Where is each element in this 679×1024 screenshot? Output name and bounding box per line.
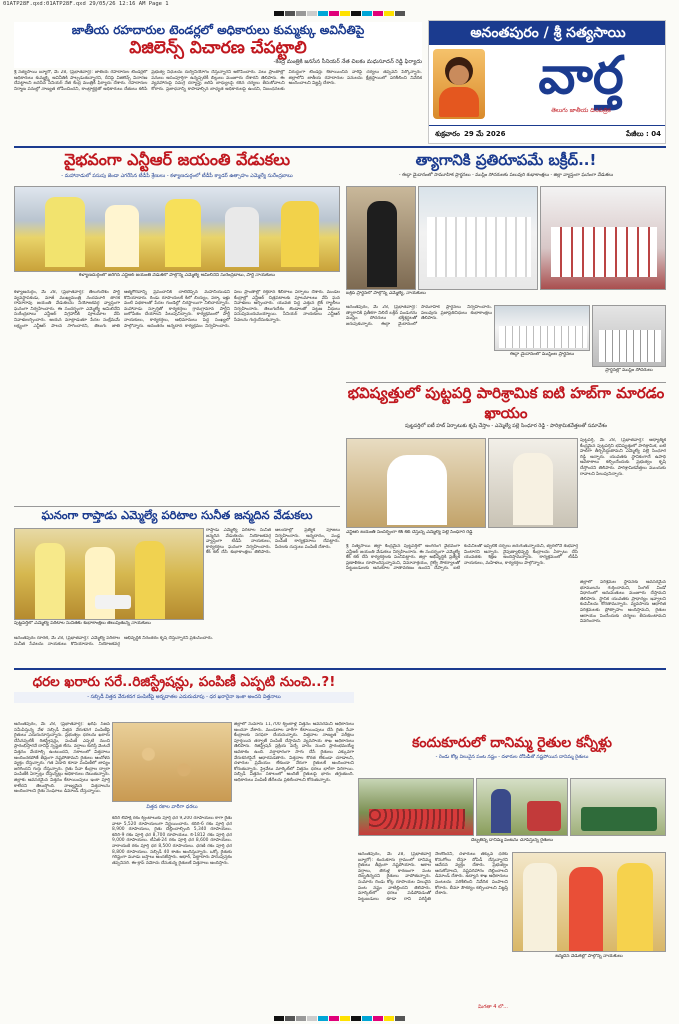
color-registration-bar-top [0,10,679,17]
bakrid-subline: - ఈద్గా మైదానంలో సామూహిక ప్రార్థనలు - ముస్లిం సోదరులకు పలువురి శుభాకాంక్షలు - జిల్లా వ్యాప్తంగా ఘనంగా వేడుకలు [398,173,614,178]
bakrid-body-left: అనంతపురం, మే 28, (ప్రభాతవార్త): త్యాగానికి ప్రతీకగా నిలిచే బక్రీద్ పండుగను ముస్లిం సోదరులు భక్తిశ్రద్ధలతో జరుపుకున్నారు. ఈద్గా మైదానంలో సామూహిక ప్రార్థనలు నిర్వహించారు. పలువురు ప్రజాప్రతినిధులు శుభాకాంక్షలు తెలిపారు. [346,305,492,327]
seed-body-right: జిల్లాలో సుమారు 11,700 క్వింటాళ్ల విత్తనం అవసరమని అధికారులు అంచనా వేశారు. మండలాల వారీగా కేటాయింపులు చేసి రైతు సేవా కేంద్రాలకు సరఫరా చేయనున్నారు. విత్తనాల నాణ్యత పరీక్షలు పూర్తయిన తర్వాతే పంపిణీ చేస్తామని వ్యవసాయ శాఖ అధికారులు తెలిపారు. రిజిస్ట్రేషన్ ప్రక్రియ వచ్చే వారం నుంచి ప్రారంభమయ్యే అవకాశం ఉంది. వర్షాధారంగా సాగు చేసే రైతులు ఎక్కువగా వేరుశనగపైనే ఆధారపడతారు. విత్తనాల కొరత లేకుండా చూడాలని, దళారుల ప్రమేయం లేకుండా నేరుగా రైతులకే అందించాలని కోరుతున్నారు. ప్రైవేటు మార్కెట్‌లో విత్తనం ధరలు భారీగా పెరిగాయి. సబ్సిడీ విత్తనం సకాలంలో అందితే రైతులపై భారం తగ్గుతుంది. అధికారులు పంపిణీ తేదీలను ప్రకటించాలని కోరుతున్నారు. [234,722,354,783]
seed-subline: - సబ్సిడీ విత్తన వేరుశనగ పంపిణీపై అన్నదాతల ఎదురుచూపు - ధర ఖరారైనా ఇంకా అందని విత్తనాలు [14,692,354,703]
newspaper-logo: వార్త [538,45,624,106]
bakrid-photo-5 [592,305,666,367]
pomegranate-photo-2 [476,778,568,836]
seed-body-left: అనంతపురం, మే 28, (ప్రభాతవార్త): ఖరీఫ్ సీజన్ సమీపిస్తున్న వేళ సబ్సిడీ విత్తన వేరుశనగ పంపిణీపై రైతులు ఎదురుచూస్తున్నారు. ప్రభుత్వం ధరలను ఖరారు చేసినప్పటికీ రిజిస్ట్రేషన్లు, పంపిణీ ఎప్పటి నుంచి ప్రారంభిస్తారనే దానిపై స్పష్టత లేదు. వర్షాలు కురిస్తే వెంటనే విత్తనం వేయాల్సి ఉంటుందని, సకాలంలో విత్తనాలు అందించకపోతే తీవ్రంగా నష్టపోతామని రైతులు ఆందోళన వ్యక్తం చేస్తున్నారు. గత ఏడాది కూడా పంపిణీలో జాప్యం జరిగిందని గుర్తు చేస్తున్నారు. రైతు సేవా కేంద్రాల ద్వారా పంపిణీకి ఏర్పాట్లు చేస్తున్నట్లు అధికారులు చెబుతున్నారు. జిల్లాకు అవసరమైన విత్తనం కేటాయింపులు ఇంకా పూర్తి కాలేదని తెలుస్తోంది. నాణ్యమైన విత్తనాలను అందించాలని రైతు సంఘాలు డిమాండ్ చేస్తున్నాయి. [14,722,110,795]
it-hub-body-right: పుట్టపర్తి, మే 28, (ప్రభాతవార్త): ఆధ్యాత్మిక కేంద్రమైన పుట్టపర్తిని భవిష్యత్తులో పారిశ్రామిక, ఐటి హబ్‌గా తీర్చిదిద్దుతామని ఎమ్మెల్యే పల్లె సింధూర రెడ్డి అన్నారు. యువతకు స్థానికంగానే ఉపాధి అవకాశాలు కల్పించేందుకు ప్రభుత్వం కృషి చేస్తోందని తెలిపారు. పారిశ్రామికవేత్తలు ముందుకు రావాలని పిలుపునిచ్చారు. [580,438,666,477]
ntr-story-header [14,150,340,184]
paritala-body-right: రాప్తాడు ఎమ్మెల్యే పరిటాల సునీత జన్మదిన వేడుకలను నియోజకవర్గ వ్యాప్తంగా టీడీపీ నాయకులు, కార్యకర్తలు ఘనంగా నిర్వహించారు. కేక్ కట్ చేసి శుభాకాంక్షలు తెలిపారు. ఆలయాల్లో ప్రత్యేక పూజలు నిర్వహించారు. అన్నదానం, పండ్ల పంపిణీ కార్యక్రమాలు చేపట్టారు. పేదలకు దుస్తులు పంపిణీ చేశారు. [206,528,340,556]
top-story-header [14,22,422,68]
paritala-headline: ఘనంగా రాప్తాడు ఎమ్మెల్యే పరిటాల సునీత జన్మదిన వేడుకలు [41,508,313,522]
top-story-headline: విజిలెన్స్ విచారణ చేపట్టాలి [129,38,307,58]
ntr-headline: వైభవంగా ఎన్టీఆర్ జయంతి వేడుకలు [63,150,291,169]
bakrid-headline: త్యాగానికి ప్రతిరూపమే బక్రీద్..! [415,151,597,169]
top-story-kicker: జాతీయ రహదారుల టెండర్లలో అధికారులు కుమ్మక్కు అవినీతిపై [71,23,365,37]
masthead [428,20,666,144]
ntr-body: కళ్యాణదుర్గం, మే 28, (ప్రభాతవార్త): తెలుగుదేశం పార్టీ వ్యవస్థాపకుడు, మాజీ ముఖ్యమంత్రి నందమూరి తారక రామారావు జయంతి వేడుకలను నియోజకవర్గ వ్యాప్తంగా ఘనంగా నిర్వహించారు. ఈ సందర్భంగా ఎమ్మెల్యే అమిలినేని సురేంద్రబాబు ఎన్టీఆర్ విగ్రహానికి పూలమాల వేసి నివాళులర్పించారు. ఆయన మాట్లాడుతూ పేదల సంక్షేమమే లక్ష్యంగా ఎన్టీఆర్ పాలన సాగించారని, తెలుగు జాతి ఆత్మగౌరవాన్ని ప్రపంచానికి చాటిచెప్పిన మహనీయుడని కొనియాడారు. రెండు రూపాయలకే కిలో బియ్యం, పక్కా ఇళ్లు వంటి పథకాలతో పేదల గుండెల్లో చిరస్థాయిగా నిలిచారన్నారు. మహానాడు స్ఫూర్తితో కార్యకర్తలు గ్రామగ్రామాన పార్టీని బలోపేతం చేయాలని పిలుపునిచ్చారు. కార్యక్రమంలో పార్టీ నాయకులు, కార్యకర్తలు, అభిమానులు పెద్ద సంఖ్యలో పాల్గొన్నారు. అనంతరం అన్నదాన కార్యక్రమం నిర్వహించారు. పలు ప్రాంతాల్లో రక్తదాన శిబిరాలు ఏర్పాటు చేశారు. మండల కేంద్రాల్లో ఎన్టీఆర్ చిత్రపటాలకు పూలమాలలు వేసి ఘన నివాళులు అర్పించారు. యువత పెద్ద ఎత్తున బైక్ ర్యాలీలు నిర్వహించారు. తెలుగుదేశం జెండాలతో పట్టణ వీధులు పసుపుమయమయ్యాయి. సీనియర్ నాయకులు ఎన్టీఆర్ సేవలను గుర్తుచేసుకున్నారు. [14,290,340,329]
pomegranate-headline: కందుకూరులో దానిమ్మ రైతుల కన్నీళ్లు [412,735,612,751]
seed-body-mid: కదిరి లేపాక్షి రకం క్వింటాలుకు పూర్తి ధర 9,200 రూపాయలు కాగా రైతు వాటా 5,520 రూపాయలుగా నిర్ణయించారు. కదిరి-6 రకం పూర్తి ధర 8,900 రూపాయలు, రైతు చెల్లించాల్సింది 5,340 రూపాయలు. కదిరి-9 రకం పూర్తి ధర 8,700 రూపాయలు. కె-1812 రకం పూర్తి ధర 9,000 రూపాయలు. టీఏజీ-24 రకం పూర్తి ధర 8,600 రూపాయలు. నారాయణి రకం పూర్తి ధర 8,500 రూపాయలు. ధరణి రకం పూర్తి ధర 8,800 రూపాయలు. సబ్సిడీ 40 శాతం అందిస్తున్నారు. ఒక్కో రైతుకు గరిష్టంగా మూడు బస్తాలు అందజేస్తారు. ఆధార్, పట్టాదారు పాసుపుస్తకం తప్పనిసరి. ఈ-క్రాప్ నమోదు చేసుకున్న రైతులకే విత్తనాలు అందిస్తారు. [112,816,232,866]
it-hub-photo-1 [346,438,486,528]
bakrid-photo-4 [494,305,590,351]
ntr-subline: - మహానాడులో పసుపు జెండా ఎగరేసిన టీడీపీ శ్రేణులు - కళ్యాణదుర్గంలో టీడీపీ క్యాడర్ ఉత్సాహం ఎమ్మెల్యే సురేంద్రబాబు [61,173,293,179]
bakrid-caption-3: ప్రార్థనల్లో ముస్లిం సోదరులు [605,368,653,373]
bakrid-caption-1: బక్రీద్ ప్రార్థనలో పాల్గొన్న ఎమ్మెల్యే, నాయకులు [346,291,426,296]
it-hub-body-right-2: జిల్లాలో పరిశ్రమల స్థాపనకు అవసరమైన భూములను గుర్తించామని, సింగిల్ విండో విధానంలో అనుమతులు మంజూరు చేస్తామని తెలిపారు. స్థానిక యువతకు ప్రాధాన్యం ఇవ్వాలని కంపెనీలను కోరతామన్నారు. వ్యవసాయ ఆధారిత పరిశ్రమలకు ప్రోత్సాహం అందిస్తామని, రైతుల ఆదాయం పెంచేందుకు చర్యలు తీసుకుంటామని వివరించారు. [580,580,666,625]
weekday: శుక్రవారం [435,129,460,138]
pomegranate-caption-2: జన్మదిన వేడుకల్లో పాల్గొన్న నాయకులు [555,954,623,959]
groundnut-seeds-photo [112,722,232,802]
top-story-body: శ్రీ సత్యసాయి బ్యూరో, మే 28, (ప్రభాతవార్త): జాతీయ రహదారుల టెండర్లలో అధికారులు కుమ్మక్కై అవినీతికి పాల్పడుతున్నారని, దీనిపై విజిలెన్స్ విచారణ చేపట్టాలని జనసేన సీనియర్ నేత కేంద్ర మంత్రికి ఫిర్యాదు చేశారు. రహదారుల నిర్మాణ పనుల్లో నాణ్యత లోపించిందని, కాంట్రాక్టర్లతో అధికారులు చేతులు కలిపి ప్రభుత్వ నిధులను దుర్వినియోగం చేస్తున్నారని ఆరోపించారు. పలు ప్రాంతాల్లో పనులు అసంపూర్తిగా ఉన్నప్పటికీ బిల్లులు మంజూరు చేశారని తెలిపారు. ఈ వ్యవహారంపై సమగ్ర దర్యాప్తు జరిపి బాధ్యులపై కఠిన చర్యలు తీసుకోవాలని కోరారు. ప్రజాధనాన్ని కాపాడాల్సిన బాధ్యత అధికారులపై ఉందని, నిబంధనలకు విరుద్ధంగా టెండర్లు కేటాయించిన వారిపై చర్యలు తప్పవని పేర్కొన్నారు. జిల్లాలోని జాతీయ రహదారుల పనులను క్షేత్రస్థాయిలో పరిశీలించి నివేదిక అందించాలని విజ్ఞప్తి చేశారు. [14,70,422,92]
paritala-caption: పుట్టపర్తిలో ఎమ్మెల్యే పరిటాల సునీతకు శుభాకాంక్షలు తెలుపుతున్న నాయకులు [14,621,151,626]
paritala-body: అనంతపురం రూరల్, మే 28, (ప్రభాతవార్త): ఎమ్మెల్యే పరిటాల సునీత సేవలను నాయకులు కొనియాడారు. నియోజకవర్గ అభివృద్ధికి నిరంతరం కృషి చేస్తున్నారని ప్రశంసించారు. [14,636,214,647]
issue-date: 29 మే 2026 [463,129,506,138]
it-hub-caption: ఎన్టీఆర్ జయంతి సందర్భంగా కేక్ కట్ చేస్తున్న ఎమ్మెల్యే పల్లె సింధూర రెడ్డి [346,530,473,535]
bakrid-photo-3 [540,186,666,290]
seed-table-title: విత్తన రకాల వారీగా ధరలు [146,804,198,810]
print-imprint: 01ATP28F.qxd:01ATP28F.qxd 29/05/26 12:16 AM Page 1 [3,1,169,7]
bakrid-caption-2: ఈద్గా మైదానంలో ముస్లింల ప్రార్థనలు [509,352,575,357]
page-count: పేజీలు : 04 [626,129,661,138]
it-hub-subline: పుట్టపర్తిలో ఐటీ హబ్ ఏర్పాటుకు కృషి చేస్తాం - ఎమ్మెల్యే పల్లె సింధూర రెడ్డి - పారిశ్రామికవేత్తలతో సమావేశం [405,423,607,429]
paritala-photo [14,528,204,620]
divider-2 [14,668,666,670]
bakrid-story-header [346,150,666,184]
birthday-celebration-photo [512,852,666,952]
continued-note: మిగతా 4 లో... [478,1004,508,1010]
ntr-caption: కళ్యాణదుర్గంలో జరిగిన ఎన్టీఆర్ జయంతి వేడుకలో పాల్గొన్న ఎమ్మెల్యే అమిలినేని సురేంద్రబాబు, పార్టీ నాయకులు [79,273,275,278]
seed-story-header [14,672,354,720]
tagline: తెలుగు జాతీయ దినపత్రిక [551,107,611,114]
pomegranate-photo-1 [358,778,474,836]
it-hub-body: శ్రీ సత్యసాయి జిల్లా కేంద్రమైన పుట్టపర్తిలో అంగరంగ వైభవంగా ఎన్టీఆర్ జయంతి వేడుకలు నిర్వహించారు. ఈ సందర్భంగా ఎమ్మెల్యే కేక్ కట్ చేసి కార్యకర్తలకు పంచిపెట్టారు. జిల్లా అభివృద్ధికి ప్రత్యేక ప్రణాళికలు రూపొందిస్తున్నామని, విమానాశ్రయం, రైల్వే సౌకర్యాలతో పెట్టుబడులకు అనుకూల వాతావరణం ఉందని చెప్పారు. ఐటి కంపెనీలతో ఇప్పటికే చర్చలు జరుగుతున్నాయని, త్వరలోనే శుభవార్త వింటారని అన్నారు. నైపుణ్యాభివృద్ధి కేంద్రాలను ఏర్పాటు చేసి యువతకు శిక్షణ అందిస్తామన్నారు. కార్యక్రమంలో టీడీపీ నాయకులు, మహిళలు, కార్యకర్తలు పాల్గొన్నారు. [346,544,578,572]
paritala-story-header [14,506,340,524]
color-registration-bar-bottom [0,1015,679,1022]
divider [14,146,666,148]
it-hub-story-header [346,382,666,436]
it-hub-headline: భవిష్యత్తులో పుట్టపర్తి పారిశ్రామిక ఐటి హబ్‌గా మారడం ఖాయం [347,384,665,422]
pomegranate-body: అనంతపురం, మే 28, (ప్రభాతవార్త బ్యూరో): కందుకూరు గ్రామంలో దానిమ్మ రైతులు తీవ్రంగా నష్టపోయారు. అకాల వర్షాలు, తెగుళ్ల కారణంగా పంట దెబ్బతిన్నదని రైతులు వాపోతున్నారు. సుమారు రెండు కోట్ల రూపాయల విలువైన పంట నష్టం వాటిల్లిందని తెలిపారు. మార్కెట్‌లో ధరలు పడిపోవడంతో పెట్టుబడులు కూడా రాని పరిస్థితి నెలకొందని, దళారులు తక్కువ ధరకు కొనుగోలు చేస్తూ దోపిడీ చేస్తున్నారని ఆవేదన వ్యక్తం చేశారు. ప్రభుత్వం ఆదుకోవాలని, నష్టపరిహారం చెల్లించాలని డిమాండ్ చేశారు. ఉద్యాన శాఖ అధికారులు పంటలను పరిశీలించి నివేదిక పంపాలని కోరారు. బీమా సౌకర్యం కల్పించాలని విజ్ఞప్తి చేశారు. [358,852,508,902]
ntr-event-photo [14,186,340,272]
sai-baba-portrait [433,49,485,119]
pomegranate-story-header [358,732,666,776]
seed-headline: ధరల ఖరారు సరే..రిజిస్ట్రేషన్లు, పంపిణీ ఎప్పటి నుంచి..?! [32,674,336,690]
top-story-byline: -కేంద్ర మంత్రికి జనసేన సీనియర్ నేత చిలకం మధుసూదన్ రెడ్డి ఫిర్యాదు [273,59,422,65]
pomegranate-subline: - రెండు కోట్ల విలువైన పంట నష్టం - దళారుల దోపిడీతో నష్టపోయిన దానిమ్మ రైతులు [435,755,589,760]
it-hub-photo-2 [488,438,578,528]
pomegranate-caption-1: దెబ్బతిన్న దానిమ్మ పంటను చూపిస్తున్న రైతులు [471,838,553,843]
bakrid-photo-1 [346,186,416,290]
dateline [429,125,666,143]
pomegranate-photo-3 [570,778,666,836]
edition-banner: అనంతపురం / శ్రీ సత్యసాయి [429,21,666,45]
bakrid-photo-2 [418,186,538,290]
